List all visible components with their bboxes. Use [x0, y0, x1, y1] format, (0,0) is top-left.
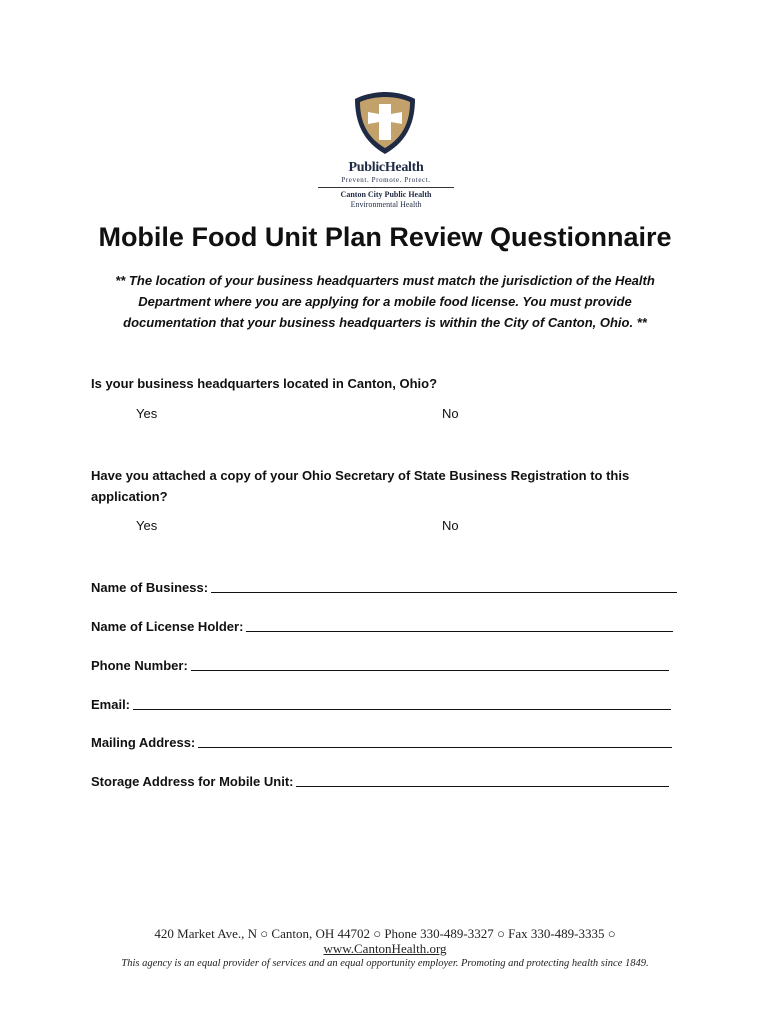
email-field — [91, 697, 671, 712]
headquarters-no-option[interactable]: No — [442, 406, 459, 421]
headquarters-yes-option[interactable]: Yes — [136, 406, 158, 421]
license-holder-field — [91, 619, 673, 634]
registration-yes-option[interactable]: Yes — [136, 518, 158, 533]
question-text: Have you attached a copy of your Ohio Secretary of State Business Registration to this — [91, 468, 630, 483]
brand-organization: Canton City Public Health — [340, 190, 432, 199]
notice-line: ** The location of your business headquarters must match the jurisdiction of the Health — [115, 273, 655, 288]
public-health-logo — [318, 90, 454, 212]
question-registration — [91, 465, 629, 507]
business-name-field — [91, 580, 677, 595]
business-name-input-line[interactable] — [211, 592, 677, 593]
question-text: Is your business headquarters located in Canton, Ohio? — [91, 376, 438, 391]
field-label: Name of License Holder: — [91, 619, 244, 634]
brand-tagline: Prevent. Promote. Protect. — [341, 176, 431, 184]
question-text: application? — [91, 489, 168, 504]
notice-line: documentation that your business headquarters is within the City of Canton, Ohio. ** — [123, 315, 647, 330]
email-input-line[interactable] — [133, 709, 671, 710]
storage-address-field — [91, 774, 669, 789]
brand-name: PublicHealth — [348, 160, 424, 175]
jurisdiction-notice — [100, 270, 670, 333]
field-label: Storage Address for Mobile Unit: — [91, 774, 294, 789]
brand-department: Environmental Health — [350, 200, 422, 209]
license-holder-input-line[interactable] — [246, 631, 673, 632]
field-label: Phone Number: — [91, 658, 188, 673]
website-link[interactable]: www.CantonHealth.org — [323, 941, 447, 956]
brand-divider — [318, 187, 454, 188]
footer-address: 420 Market Ave., N ○ Canton, OH 44702 ○ Phone 330-489-3327 ○ Fax 330-489-3335 ○ — [154, 926, 616, 941]
cross-shield-icon — [352, 90, 418, 156]
field-label: Name of Business: — [91, 580, 209, 595]
phone-number-field — [91, 658, 669, 673]
phone-number-input-line[interactable] — [191, 670, 669, 671]
mailing-address-field — [91, 735, 672, 750]
mailing-address-input-line[interactable] — [198, 747, 672, 748]
notice-line: Department where you are applying for a mobile food license. You must provide — [138, 294, 632, 309]
page-title: Mobile Food Unit Plan Review Questionnaire — [98, 222, 672, 252]
field-label: Mailing Address: — [91, 735, 196, 750]
field-label: Email: — [91, 697, 131, 712]
question-headquarters — [91, 373, 437, 394]
registration-no-option[interactable]: No — [442, 518, 459, 533]
storage-address-input-line[interactable] — [296, 786, 669, 787]
footer-equal-opportunity-note: This agency is an equal provider of services and an equal opportunity employer. Promoting and protecting health since 1849. — [121, 958, 649, 969]
